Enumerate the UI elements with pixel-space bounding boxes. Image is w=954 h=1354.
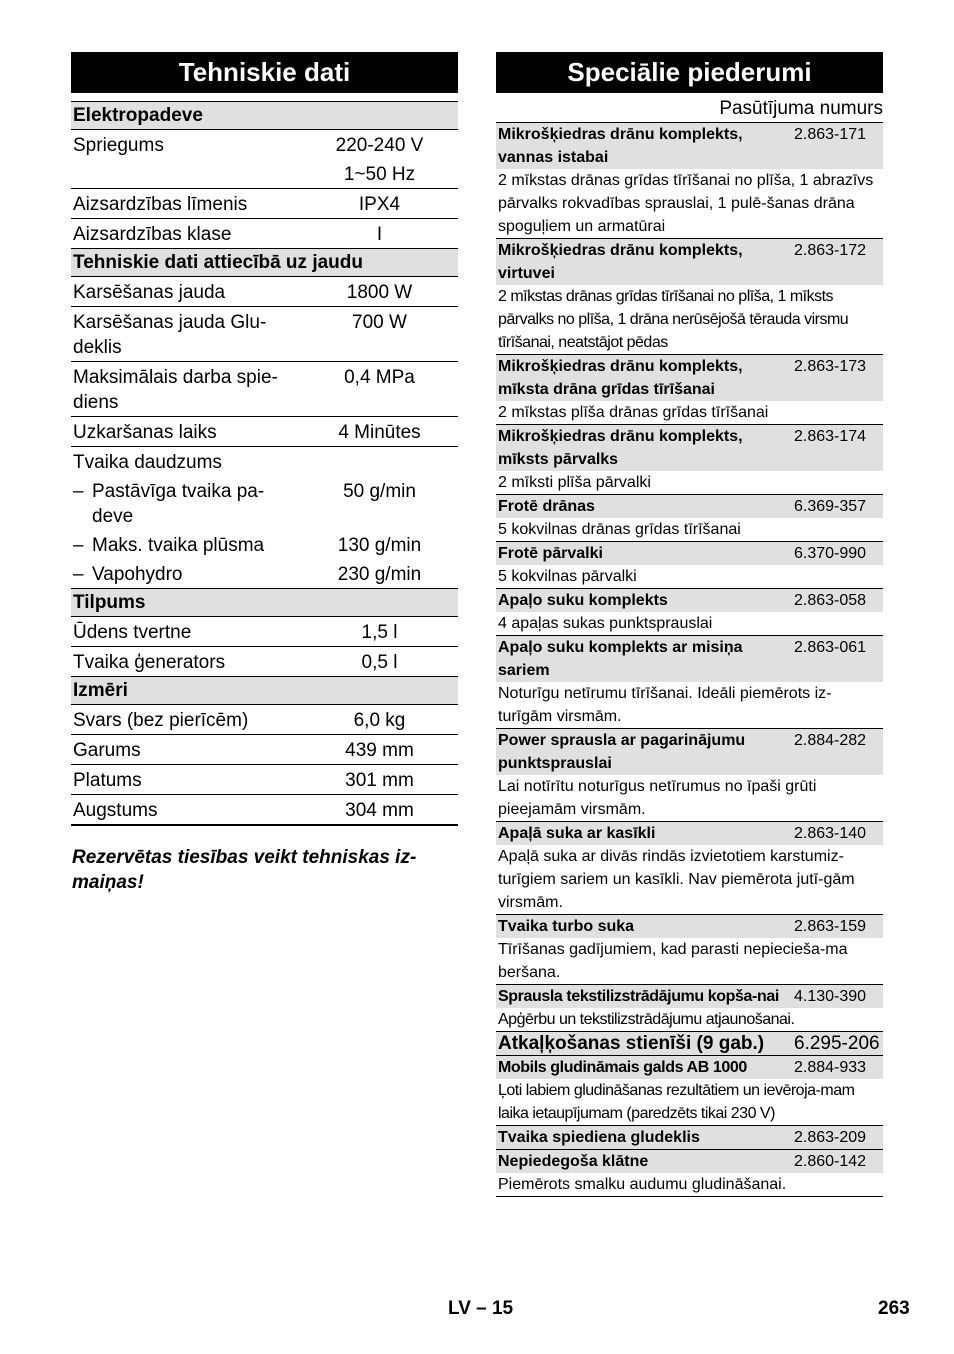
spec-row xyxy=(71,735,458,765)
spec-value: I xyxy=(376,224,383,245)
accessory-order-number: 2.863-174 xyxy=(794,428,867,445)
spec-label xyxy=(71,159,303,188)
accessory-order-number: 6.370-990 xyxy=(794,545,867,562)
accessories-heading: Speciālie piederumi xyxy=(496,52,883,93)
accessory-name: Apaļo suku komplekts xyxy=(498,592,668,609)
accessory-item xyxy=(496,355,883,425)
accessory-item xyxy=(496,542,883,589)
accessory-order-number: 2.863-058 xyxy=(794,592,867,609)
accessory-description: Piemērots smalku audumu gludināšanai. xyxy=(498,1176,787,1193)
accessory-name: Atkaļķošanas stienīši (9 gab.) xyxy=(498,1033,765,1054)
spec-row xyxy=(71,765,458,795)
spec-label: Platums xyxy=(73,770,142,791)
accessory-name: Tvaika turbo suka xyxy=(498,918,635,935)
accessories-table xyxy=(496,123,883,1197)
accessory-item xyxy=(496,589,883,636)
accessory-item xyxy=(496,495,883,542)
accessory-order-number: 2.863-173 xyxy=(794,358,867,375)
spec-row xyxy=(71,277,458,307)
spec-label: Aizsardzības līmenis xyxy=(73,194,248,215)
spec-value: 1800 W xyxy=(346,282,413,303)
spec-value: 50 g/min xyxy=(343,481,416,502)
spec-value: IPX4 xyxy=(358,194,401,215)
accessory-description: Ļoti labiem gludināšanas rezultātiem un ievēroja-mam laika ietaupījumam (paredzēts tikai 230 V) xyxy=(498,1082,855,1122)
spec-row xyxy=(71,189,458,219)
spec-value: 230 g/min xyxy=(337,564,422,585)
accessory-name: Mobils gludināmais galds AB 1000 xyxy=(498,1059,747,1076)
accessory-name: Sprausla tekstilizstrādājumu kopša-nai xyxy=(498,988,779,1005)
spec-row xyxy=(71,417,458,447)
spec-value: 304 mm xyxy=(345,800,414,821)
spec-label: Maksimālais darba spie-diens xyxy=(73,367,278,413)
spec-row xyxy=(71,130,458,159)
accessory-item xyxy=(496,239,883,355)
accessory-item xyxy=(496,915,883,985)
accessory-order-number: 2.863-140 xyxy=(794,825,867,842)
accessory-description: Apģērbu un tekstilizstrādājumu atjaunošanai. xyxy=(498,1011,795,1028)
accessory-description: 2 mīkstas plīša drānas grīdas tīrīšanai xyxy=(498,404,769,421)
spec-label: Ūdens tvertne xyxy=(73,622,192,643)
spec-row xyxy=(71,559,458,589)
accessory-description: 2 mīkstas drānas grīdas tīrīšanai no plīša, 1 mīksts pārvalks no plīša, 1 drāna nerūsējošā tērauda virsmu tīrīšanai, neatstājot pēdas xyxy=(498,288,849,351)
spec-row xyxy=(71,705,458,735)
dash-marker: – xyxy=(73,564,84,585)
dash-marker: – xyxy=(73,535,84,556)
spec-label: Aizsardzības klase xyxy=(73,224,232,245)
accessory-item xyxy=(496,636,883,729)
spec-value: 1~50 Hz xyxy=(343,164,416,185)
accessory-item xyxy=(496,985,883,1032)
accessory-order-number: 6.295-206 xyxy=(794,1033,880,1054)
spec-row xyxy=(71,307,458,362)
accessory-order-number: 2.860-142 xyxy=(794,1153,867,1170)
spec-row xyxy=(71,159,458,189)
spec-label: Maks. tvaika plūsma xyxy=(92,535,265,556)
technical-data-column xyxy=(71,52,458,895)
spec-value: 301 mm xyxy=(345,770,414,791)
accessory-description: 5 kokvilnas pārvalki xyxy=(498,568,637,585)
accessory-description: 2 mīkstas drānas grīdas tīrīšanai no plīša, 1 abrazīvs pārvalks rokvadības sprauslai, 1 pulē-šanas drāna spoguļiem un armatūrai xyxy=(498,172,874,235)
spec-value: 1,5 l xyxy=(361,622,398,643)
spec-label: Vapohydro xyxy=(92,564,183,585)
spec-label: Pastāvīga tvaika pa-deve xyxy=(92,481,265,527)
spec-label: Svars (bez pierīcēm) xyxy=(73,710,249,731)
dash-marker: – xyxy=(73,481,84,502)
spec-row xyxy=(71,219,458,249)
spec-value: 220-240 V xyxy=(335,135,424,156)
spec-label: Spriegums xyxy=(73,135,164,156)
accessory-name: Apaļo suku komplekts ar misiņa sariem xyxy=(498,639,743,679)
accessory-name: Power sprausla ar pagarinājumu punktsprauslai xyxy=(498,732,746,772)
accessory-order-number: 2.863-209 xyxy=(794,1129,867,1146)
accessory-item xyxy=(496,425,883,495)
technical-data-table xyxy=(71,102,458,826)
accessory-name: Nepiedegoša klātne xyxy=(498,1153,649,1170)
accessory-order-number: 2.884-282 xyxy=(794,732,867,749)
accessory-order-number: 2.863-172 xyxy=(794,242,867,259)
accessory-name: Mikrošķiedras drānu komplekts, mīksta drāna grīdas tīrīšanai xyxy=(498,358,743,398)
accessory-item xyxy=(496,822,883,915)
section-header: Tilpums xyxy=(71,589,458,617)
spec-value: 0,4 MPa xyxy=(344,367,415,388)
accessory-description: Tīrīšanas gadījumiem, kad parasti nepiecieša-ma beršana. xyxy=(498,941,848,981)
section-header: Izmēri xyxy=(71,677,458,705)
accessory-order-number: 4.130-390 xyxy=(794,988,867,1005)
section-header: Elektropadeve xyxy=(71,102,458,130)
accessory-item xyxy=(496,1056,883,1126)
section-header: Tehniskie dati attiecībā uz jaudu xyxy=(71,249,458,277)
accessory-name: Mikrošķiedras drānu komplekts, virtuvei xyxy=(498,242,743,282)
accessory-name: Mikrošķiedras drānu komplekts, vannas istabai xyxy=(498,126,743,166)
spec-label: Karsēšanas jauda xyxy=(73,282,226,303)
spec-value: 0,5 l xyxy=(361,652,398,673)
spec-row xyxy=(71,476,458,530)
spec-row xyxy=(71,617,458,647)
accessory-item xyxy=(496,1126,883,1150)
accessories-column xyxy=(496,52,883,1197)
accessory-description: 2 mīksti plīša pārvalki xyxy=(498,474,651,491)
accessory-order-number: 2.863-171 xyxy=(794,126,867,143)
spec-value: 439 mm xyxy=(345,740,414,761)
accessory-name: Apaļā suka ar kasīkli xyxy=(498,825,656,842)
order-number-header: Pasūtījuma numurs xyxy=(496,93,883,123)
accessory-description: Lai notīrītu noturīgus netīrumus no īpaši grūti pieejamām virsmām. xyxy=(498,778,817,818)
spec-row xyxy=(71,795,458,826)
spec-row xyxy=(71,530,458,559)
spec-value: 700 W xyxy=(352,312,407,333)
spec-label: Tvaika daudzums xyxy=(73,452,222,473)
accessory-description: Noturīgu netīrumu tīrīšanai. Ideāli piemērots iz-turīgām virsmām. xyxy=(498,685,832,725)
spec-label: Tvaika ģenerators xyxy=(73,652,226,673)
spec-label: Karsēšanas jauda Glu-deklis xyxy=(73,312,267,358)
accessory-item xyxy=(496,1032,883,1056)
accessory-name: Frotē drānas xyxy=(498,498,595,515)
accessory-name: Frotē pārvalki xyxy=(498,545,603,562)
accessory-name: Mikrošķiedras drānu komplekts, mīksts pārvalks xyxy=(498,428,743,468)
spec-value: 4 Minūtes xyxy=(338,422,421,443)
page-number: 263 xyxy=(878,1298,910,1319)
spec-row xyxy=(71,362,458,417)
accessory-order-number: 2.863-159 xyxy=(794,918,867,935)
spec-row xyxy=(71,647,458,677)
accessory-description: Apaļā suka ar divās rindās izvietotiem karstumiz-turīgiem sariem un kasīkli. Nav piemērota jutī-gām virsmām. xyxy=(498,848,855,911)
rights-note: Rezervētas tiesības veikt tehniskas iz-maiņas! xyxy=(72,847,417,893)
accessory-description: 5 kokvilnas drānas grīdas tīrīšanai xyxy=(498,521,741,538)
spec-label: Augstums xyxy=(73,800,158,821)
page-label: LV – 15 xyxy=(448,1298,514,1319)
accessory-item xyxy=(496,729,883,822)
accessory-order-number: 2.884-933 xyxy=(794,1059,867,1076)
accessory-item xyxy=(496,123,883,239)
accessory-order-number: 6.369-357 xyxy=(794,498,867,515)
spec-row xyxy=(71,447,458,476)
accessory-item xyxy=(496,1150,883,1197)
spec-label: Uzkaršanas laiks xyxy=(73,422,217,443)
technical-data-heading: Tehniskie dati xyxy=(71,52,458,93)
accessory-description: 4 apaļas sukas punktsprauslai xyxy=(498,615,713,632)
accessory-order-number: 2.863-061 xyxy=(794,639,867,656)
spec-value: 6,0 kg xyxy=(353,710,406,731)
accessory-name: Tvaika spiediena gludeklis xyxy=(498,1129,700,1146)
spec-value xyxy=(303,447,458,476)
spec-value: 130 g/min xyxy=(337,535,422,556)
spec-label: Garums xyxy=(73,740,141,761)
